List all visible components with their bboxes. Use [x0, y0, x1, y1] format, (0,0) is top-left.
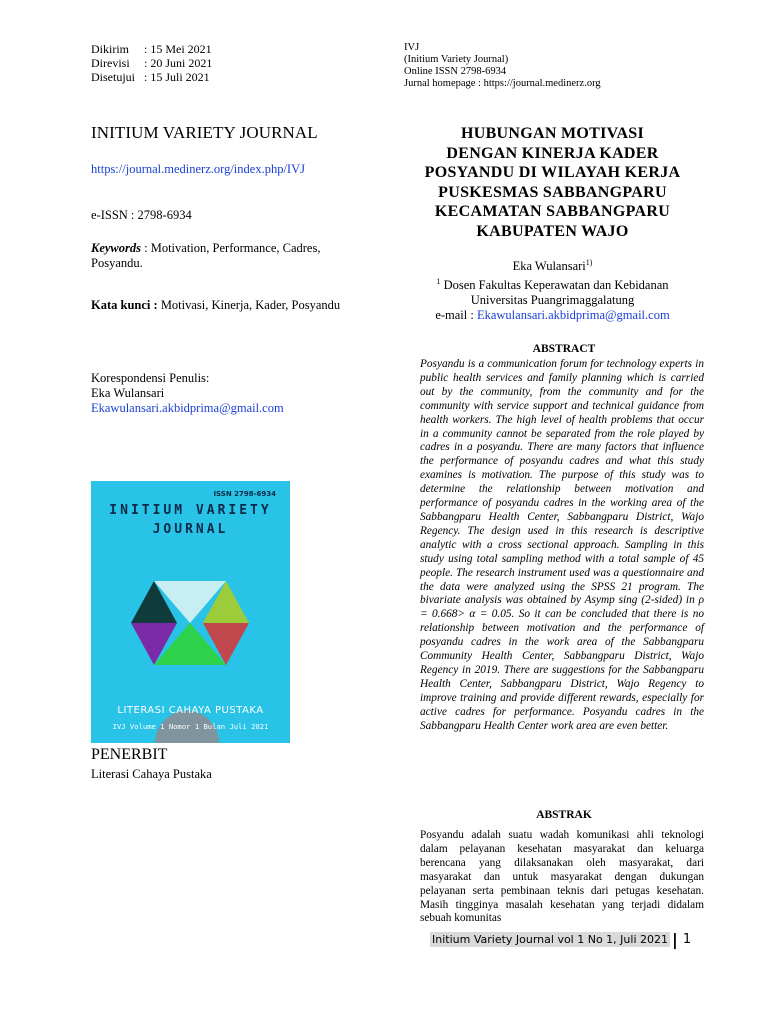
page-footer	[430, 930, 691, 949]
journal-cover-image	[91, 481, 290, 743]
publisher-heading: PENERBIT	[91, 746, 168, 763]
submission-dates	[91, 42, 212, 84]
keywords-label: Keywords	[91, 241, 141, 255]
author-email-link[interactable]: Ekawulansari.akbidprima@gmail.com	[476, 308, 670, 323]
cover-publisher: LITERASI CAHAYA PUSTAKA	[117, 705, 264, 716]
correspondence-label: Korespondensi Penulis:	[91, 371, 210, 385]
date-label: Dikirim	[91, 42, 129, 56]
date-value: : 15 Juli 2021	[144, 70, 210, 84]
affiliation-faculty: Dosen Fakultas Keperawatan dan Kebidanan	[440, 278, 669, 293]
cover-hexagon-graphic	[91, 481, 290, 743]
keywords	[91, 241, 361, 271]
author-name-line	[404, 255, 701, 274]
date-value: : 15 Mei 2021	[144, 42, 212, 56]
journal-homepage: Jurnal homepage : https://journal.medinerz.org	[404, 78, 601, 89]
cover-issn: ISSN 2798-6934	[213, 490, 276, 498]
journal-url-link[interactable]: https://journal.medinerz.org/index.php/IVJ	[91, 162, 305, 176]
article-title-line: DENGAN KINERJA KADER	[446, 144, 659, 162]
correspondence	[91, 371, 284, 416]
footer-journal-text: Initium Variety Journal vol 1 No 1, Juli 2021	[432, 933, 668, 946]
article-title-line: KABUPATEN WAJO	[476, 222, 629, 240]
article-title-line: PUSKESMAS SABBANGPARU	[438, 183, 667, 201]
abstract-heading: ABSTRACT	[532, 343, 596, 355]
article-title-line: KECAMATAN SABBANGPARU	[434, 203, 671, 220]
affiliation-superscript: 1	[436, 277, 441, 287]
page-number: 1	[682, 932, 692, 947]
email-label: e-mail :	[435, 308, 477, 323]
kata-kunci-value: Motivasi, Kinerja, Kader, Posyandu	[157, 298, 341, 312]
journal-issn: Online ISSN 2798-6934	[404, 66, 507, 77]
kata-kunci	[91, 298, 371, 313]
article-title-line: POSYANDU DI WILAYAH KERJA	[424, 164, 681, 181]
author-block	[404, 255, 701, 323]
journal-info	[404, 42, 601, 90]
footer-separator: |	[672, 930, 678, 949]
abstrak-body: Posyandu adalah suatu wadah komunikasi ahli teknologi dalam pelayanan kesehatan masyarakat dan keluarga berencana yang dilaksanakan oleh masyarakat, dari masyarakat dan untuk masyarakat dengan dukungan pelayanan serta pembinaan teknis dari petugas kesehatan. Masih tingginya masalah kesehatan yang terjadi didalam sebuah komunitas	[420, 829, 704, 925]
abstract-body: Posyandu is a communication forum for technology experts in public health services and family planning which is carried out by the community, from the community and for the community with service support and technical guidance from health workers. The high level of health problems that occur in a community cannot be separated from the role played by cadres in a posyandu. There are many factors that influence the performance of posyandu cadres and what this study examines is motivation. The purpose of this study was to determine the relationship between motivation and performance of posyandu cadres in the working area of the Sabbangparu Health Center, Sabbangparu District, Wajo Regency. The design used in this research is descriptive analytic with a cross sectional approach. Sampling in this study using total sampling method with a total sample of 45 people. The research instrument used was a questionnaire and the data were analyzed using the SPSS 21 program. The bivariate analysis was obtained by Asymp sing (2-sided) in ρ = 0.668> α = 0.05. So it can be concluded that there is no relationship between motivation and the performance of posyandu cadres in the work area of the Sabbangparu Community Health Center, Sabbangparu District, Wajo Regency in 2019. There are suggestions for the Sabbangparu Health Center, Sabbangparu District, Wajo Regency to improve training and provide different rewards, especially for active cadres for performance. Posyandu cadres in the Sabbangparu Health Center work area are even better.	[420, 358, 704, 732]
date-label: Direvisi	[91, 56, 130, 70]
date-row-accepted	[91, 70, 212, 84]
author-email-line	[404, 308, 701, 323]
journal-title: INITIUM VARIETY JOURNAL	[91, 123, 318, 142]
date-value: : 20 Juni 2021	[144, 56, 213, 70]
journal-abbrev: IVJ	[404, 42, 420, 53]
abstrak-heading: ABSTRAK	[536, 809, 592, 821]
affiliation-university: Universitas Puangrimaggalatung	[470, 293, 635, 308]
correspondence-name: Eka Wulansari	[91, 386, 165, 400]
author-name: Eka Wulansari	[512, 259, 586, 274]
cover-volume: IVJ Volume 1 Nomor 1 Bulan Juli 2021	[112, 722, 269, 731]
keywords-value: : Motivation, Performance, Cadres, Posyandu.	[91, 241, 321, 270]
date-row-submitted	[91, 42, 212, 56]
author-superscript: 1)	[585, 258, 593, 267]
date-label: Disetujui	[91, 70, 135, 84]
publisher-name: Literasi Cahaya Pustaka	[91, 767, 212, 781]
cover-title-line2: JOURNAL	[152, 522, 229, 537]
kata-kunci-label: Kata kunci :	[91, 298, 158, 312]
article-title-line: HUBUNGAN MOTIVASI	[460, 125, 645, 142]
cover-title-line1: INITIUM VARIETY	[109, 503, 272, 518]
date-row-revised	[91, 56, 212, 70]
article-title	[404, 124, 701, 241]
eissn: e-ISSN : 2798-6934	[91, 208, 192, 222]
correspondence-email-link[interactable]: Ekawulansari.akbidprima@gmail.com	[91, 401, 284, 415]
affiliation-line	[404, 274, 701, 293]
journal-fullname: (Initium Variety Journal)	[404, 54, 509, 65]
